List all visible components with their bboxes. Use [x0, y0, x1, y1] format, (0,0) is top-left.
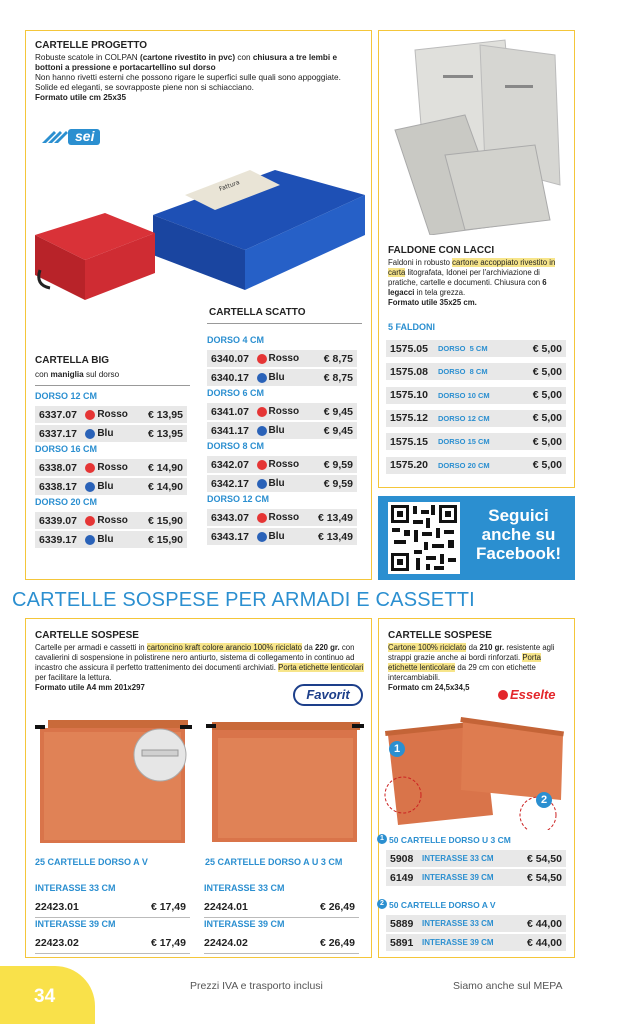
interasse-label: INTERASSE 39 CM: [422, 873, 494, 882]
product-price: € 17,49: [150, 900, 186, 913]
blue-dot-icon: [257, 479, 267, 489]
product-price: € 5,00: [532, 435, 562, 448]
faldone-row: [386, 340, 566, 357]
dorso-label: DORSO 12 CM: [438, 413, 490, 423]
product-code: 1575.05: [390, 342, 428, 355]
product-code: 6343.07: [211, 511, 249, 524]
s1-right-row: [204, 934, 359, 951]
s1-left-row: [35, 898, 190, 915]
s1-left-interasse-label: INTERASSE 33 CM: [35, 883, 116, 893]
facebook-text: Seguici anche su Facebook!: [475, 506, 562, 563]
product-price: € 9,45: [323, 405, 353, 418]
product-color: Rosso: [97, 515, 128, 526]
faldone-row: [386, 387, 566, 404]
row-divider: [204, 917, 359, 918]
big-divider: [35, 385, 190, 386]
scatto-row: [207, 422, 357, 439]
product-price: € 5,00: [532, 412, 562, 425]
s1-right-interasse-label: INTERASSE 39 CM: [204, 919, 285, 929]
row-divider: [204, 953, 359, 954]
g1-badge: 1: [377, 834, 387, 844]
product-price: € 26,49: [319, 900, 355, 913]
big-row: [35, 406, 187, 423]
big-row: [35, 425, 187, 442]
section-title: CARTELLE SOSPESE PER ARMADI E CASSETTI: [12, 589, 475, 611]
product-code: 6342.17: [211, 477, 249, 490]
product-code: 6339.17: [39, 533, 77, 546]
product-code: 6338.07: [39, 461, 77, 474]
product-color: Blu: [97, 534, 114, 545]
g2-badge: 2: [377, 899, 387, 909]
product-color: Rosso: [268, 353, 300, 364]
scatto-row: [207, 369, 357, 386]
scatto-row: [207, 350, 357, 367]
suspended-folders-v-illustration: [30, 710, 195, 850]
s2-row: [386, 869, 566, 886]
red-blue-boxes-illustration: [35, 155, 365, 305]
faldone-row: [386, 457, 566, 474]
sospese1-right-title: 25 CARTELLE DORSO A U 3 CM: [205, 857, 343, 867]
footer-right-text: Siamo anche sul MEPA: [453, 980, 563, 992]
product-code: 1575.12: [390, 412, 428, 425]
product-code: 5889: [390, 917, 414, 930]
product-code: 1575.08: [390, 365, 428, 378]
red-dot-icon: [257, 460, 267, 470]
product-code: 5891: [390, 936, 414, 949]
sospese1-left-title: 25 CARTELLE DORSO A V: [35, 857, 148, 867]
dorso-label: DORSO 20 CM: [438, 460, 490, 470]
product-price: € 9,59: [323, 477, 353, 490]
product-price: € 5,00: [532, 365, 562, 378]
product-price: € 8,75: [323, 371, 353, 384]
product-color: Blu: [97, 428, 114, 439]
faldone-pack-label: 5 FALDONI: [388, 322, 436, 332]
footer-center-text: Prezzi IVA e trasporto inclusi: [190, 980, 323, 992]
scatto-group-label: DORSO 6 CM: [207, 388, 265, 398]
product-code: 6337.17: [39, 427, 77, 440]
sospese2-description: Cartone 100% riciclato da 210 gr. resistente agli strappi grazie anche ai bordi rinforzati. Porta etichette lenticolare da 29 cm con etichette intercambiabili. Formato cm 24,5x34,5: [388, 643, 555, 692]
row-divider: [35, 917, 190, 918]
product-code: 6340.07: [211, 352, 249, 365]
product-color: Rosso: [268, 512, 300, 523]
product-code: 1575.10: [390, 389, 428, 402]
product-code: 6337.07: [39, 408, 77, 421]
product-price: € 9,45: [323, 424, 353, 437]
product-code: 6340.17: [211, 371, 249, 384]
facebook-banner[interactable]: [378, 496, 575, 580]
big-row: [35, 512, 187, 529]
big-row: [35, 478, 187, 495]
interasse-label: INTERASSE 39 CM: [422, 938, 494, 947]
big-group-label: DORSO 20 CM: [35, 497, 98, 507]
big-row: [35, 531, 187, 548]
dorso-label: DORSO 5 CM: [438, 344, 488, 353]
product-price: € 13,49: [317, 530, 353, 543]
product-color: Rosso: [268, 406, 300, 417]
product-price: € 44,00: [526, 917, 562, 930]
blue-dot-icon: [85, 429, 95, 439]
product-color: Blu: [268, 478, 285, 489]
product-price: € 15,90: [147, 533, 183, 546]
faldone-row: [386, 433, 566, 450]
product-code: 1575.20: [390, 459, 428, 471]
scatto-title: CARTELLA SCATTO: [209, 307, 306, 318]
faldone-row: [386, 410, 566, 427]
product-code: 6339.07: [39, 514, 77, 527]
interasse-label: INTERASSE 33 CM: [422, 854, 494, 863]
product-price: € 54,50: [526, 871, 562, 884]
product-code: 6149: [390, 871, 414, 884]
product-color: Rosso: [97, 409, 128, 420]
product-price: € 54,50: [526, 852, 562, 865]
page-number-tab: [0, 966, 95, 1024]
product-price: € 13,95: [147, 408, 183, 421]
faldone-row: [386, 363, 566, 380]
sospese2-g2-title: 50 CARTELLE DORSO A V: [389, 900, 496, 910]
s1-right-interasse-label: INTERASSE 33 CM: [204, 883, 285, 893]
s2-row: [386, 934, 566, 951]
product-color: Blu: [97, 481, 114, 492]
s2-row: [386, 850, 566, 867]
sei-logo: sei: [38, 127, 104, 147]
product-code: 6338.17: [39, 480, 77, 493]
scatto-group-label: DORSO 4 CM: [207, 335, 265, 345]
progetto-title: CARTELLE PROGETTO: [35, 40, 148, 51]
badge-1: 1: [389, 741, 405, 757]
product-code: 6341.17: [211, 424, 249, 437]
sospese2-title: CARTELLE SOSPESE: [388, 630, 492, 641]
big-group-label: DORSO 12 CM: [35, 391, 98, 401]
badge-2: 2: [536, 792, 552, 808]
red-dot-icon: [85, 463, 95, 473]
svg-text:Fattura: Fattura: [218, 179, 241, 193]
product-color: Rosso: [268, 459, 300, 470]
product-price: € 13,95: [147, 427, 183, 440]
product-price: € 13,49: [317, 511, 353, 524]
product-code: 6343.17: [211, 530, 249, 543]
product-code: 22423.01: [35, 900, 79, 913]
blue-dot-icon: [257, 373, 267, 383]
blue-dot-icon: [257, 532, 267, 542]
scatto-divider: [207, 323, 362, 324]
red-dot-icon: [257, 407, 267, 417]
product-color: Rosso: [97, 462, 128, 473]
product-price: € 44,00: [526, 936, 562, 949]
product-color: Blu: [268, 531, 285, 542]
product-color: Blu: [268, 372, 285, 383]
favorit-logo: Favorit: [293, 684, 363, 706]
scatto-row: [207, 475, 357, 492]
interasse-label: INTERASSE 33 CM: [422, 919, 494, 928]
product-code: 5908: [390, 852, 414, 865]
scatto-row: [207, 528, 357, 545]
scatto-row: [207, 509, 357, 526]
scatto-group-label: DORSO 12 CM: [207, 494, 270, 504]
scatto-row: [207, 403, 357, 420]
s1-right-row: [204, 898, 359, 915]
row-divider: [35, 953, 190, 954]
sospese1-title: CARTELLE SOSPESE: [35, 630, 139, 641]
progetto-description: Robuste scatole in COLPAN (cartone rivestito in pvc) con chiusura a tre lembi e bottoni a pressione e portacartellino sul dorso Non hanno rivetti esterni che possono rigare le superfici sulle quali sono appoggiate. Solide ed eleganti, se sovrapposte piene non si schiacciano. Formato utile cm 25x35: [35, 53, 341, 102]
big-group-label: DORSO 16 CM: [35, 444, 98, 454]
product-price: € 5,00: [532, 389, 562, 402]
blue-dot-icon: [85, 535, 95, 545]
qr-code: [388, 502, 460, 574]
red-dot-icon: [257, 354, 267, 364]
sospese1-description: Cartelle per armadi e cassetti in cartoncino kraft colore arancio 100% riciclato da 220 gr. con cavalierini di sospensione in polistirene nero antiurto, sistema di collegamento in continuo ad incastro che assicura il perfetto trattenimento dei documenti archiviati. Porta etichette lenticolari per facilitare la lettura. Formato utile A4 mm 201x297: [35, 643, 364, 692]
dorso-label: DORSO 8 CM: [438, 367, 488, 377]
s1-left-row: [35, 934, 190, 951]
red-dot-icon: [257, 513, 267, 523]
product-code: 6342.07: [211, 458, 249, 471]
product-price: € 8,75: [323, 352, 353, 365]
dorso-label: DORSO 10 CM: [438, 390, 490, 400]
s1-left-interasse-label: INTERASSE 39 CM: [35, 919, 116, 929]
faldone-title: FALDONE CON LACCI: [388, 245, 495, 256]
page-number: 34: [34, 986, 56, 1007]
product-code: 6341.07: [211, 405, 249, 418]
esselte-mark-icon: [498, 690, 508, 700]
product-price: € 14,90: [147, 461, 183, 474]
scatto-group-label: DORSO 8 CM: [207, 441, 265, 451]
product-price: € 5,00: [532, 342, 562, 355]
product-code: 1575.15: [390, 435, 428, 448]
product-color: Blu: [268, 425, 285, 436]
red-dot-icon: [85, 410, 95, 420]
esselte-folders-illustration: [383, 705, 571, 830]
s2-row: [386, 915, 566, 932]
product-code: 22424.02: [204, 936, 248, 949]
blue-dot-icon: [257, 426, 267, 436]
big-row: [35, 459, 187, 476]
product-price: € 15,90: [147, 514, 183, 527]
red-dot-icon: [85, 516, 95, 526]
product-price: € 9,59: [323, 458, 353, 471]
suspended-folders-u-illustration: [200, 710, 365, 850]
faldone-description: Faldoni in robusto cartone accoppiato rivestito in carta litografata, Idonei per l'archiviazione di pratiche, cartelle e documenti. Chiusura con 6 legacci in tela grezza. Formato utile 35x25 cm.: [388, 258, 556, 307]
esselte-logo: Esselte: [498, 687, 556, 702]
product-price: € 17,49: [150, 936, 186, 949]
product-price: € 26,49: [319, 936, 355, 949]
sospese2-g1-title: 50 CARTELLE DORSO U 3 CM: [389, 835, 511, 845]
big-subtitle: con maniglia sul dorso: [35, 370, 120, 379]
product-code: 22423.02: [35, 936, 79, 949]
faldone-illustration: [385, 35, 570, 235]
product-code: 22424.01: [204, 900, 248, 913]
product-price: € 14,90: [147, 480, 183, 493]
dorso-label: DORSO 15 CM: [438, 437, 490, 447]
blue-dot-icon: [85, 482, 95, 492]
product-price: € 5,00: [532, 459, 562, 471]
scatto-row: [207, 456, 357, 473]
big-title: CARTELLA BIG: [35, 355, 110, 366]
